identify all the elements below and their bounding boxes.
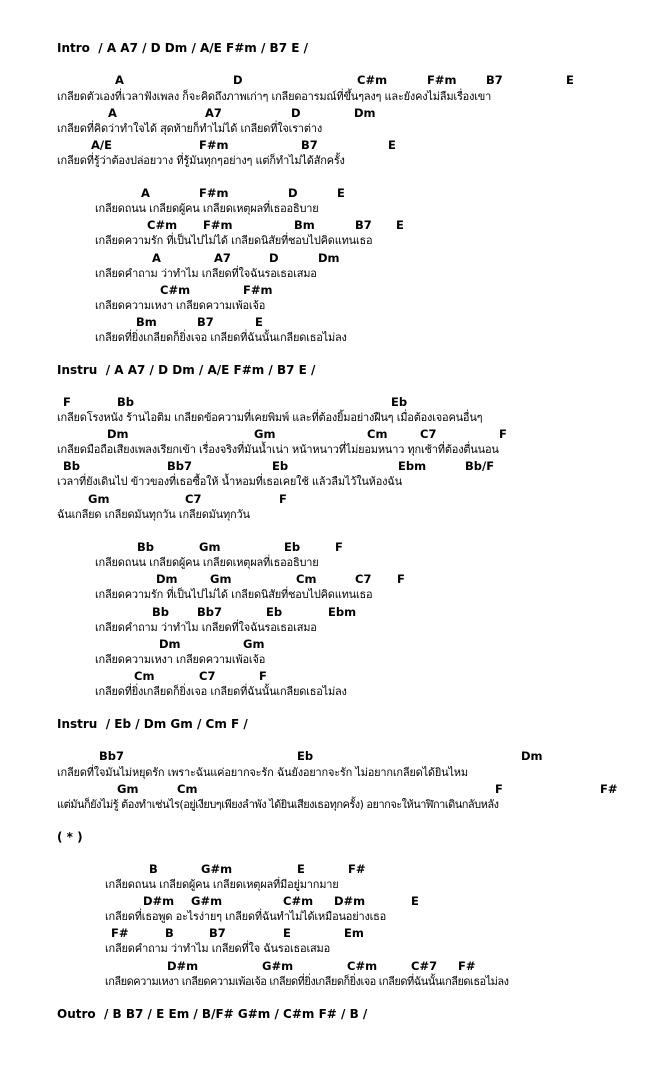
chord: B7	[209, 926, 226, 940]
chord: Gm	[243, 637, 265, 651]
chord-line	[0, 782, 666, 796]
chord: Bb	[152, 605, 169, 619]
chord-line	[0, 572, 666, 586]
chord: Gm	[199, 540, 221, 554]
chord: F#	[600, 782, 618, 796]
chord: B7	[355, 218, 372, 232]
chord: Dm	[521, 749, 543, 763]
chord-line	[0, 540, 666, 554]
chord: Cm	[134, 669, 155, 683]
chord-line	[0, 605, 666, 619]
lyric-line: เกลียดที่ยิ่งเกลียดก็ยิ่งเจอ เกลียดที่ฉันนั้นเกลียดเธอไม่ลง	[95, 685, 347, 698]
chord: Gm	[88, 492, 110, 506]
chord: Dm	[318, 251, 340, 265]
chord: F#m	[427, 73, 457, 87]
lyric-line: ฉันเกลียด เกลียดมันทุกวัน เกลียดมันทุกวัน	[57, 508, 250, 521]
chorus-repeat-mark: ( * )	[57, 830, 83, 844]
chord: D	[269, 251, 279, 265]
chord: D	[288, 186, 298, 200]
chord: Gm	[254, 427, 276, 441]
chord: Dm	[107, 427, 129, 441]
chord: B7	[301, 138, 318, 152]
chord-line	[0, 186, 666, 200]
chord: E	[396, 218, 404, 232]
chord: F	[259, 669, 267, 683]
chord: Bm	[294, 218, 315, 232]
chord-line	[0, 637, 666, 651]
chord: F#	[458, 959, 476, 973]
chord: E	[255, 315, 263, 329]
chord: F#	[111, 926, 129, 940]
lyric-line: เกลียดคำถาม ว่าทำไม เกลียดที่ใจฉันรอเธอเสมอ	[95, 621, 317, 634]
lyric-line: เกลียดความเหงา เกลียดความเพ้อเจ้อ	[95, 653, 266, 666]
chord: F#m	[199, 186, 229, 200]
chord: G#m	[201, 862, 233, 876]
chord: Eb	[272, 459, 289, 473]
chord: Bb/F	[465, 459, 495, 473]
lyric-line: เกลียดคำถาม ว่าทำไม เกลียดที่ใจฉันรอเธอเสมอ	[95, 267, 317, 280]
lyric-line: เกลียดความเหงา เกลียดความเพ้อเจ้อ	[95, 299, 266, 312]
chord: A	[108, 106, 117, 120]
chord: C#m	[357, 73, 388, 87]
lyric-line: เกลียดที่ใจมันไม่หยุดรัก เพราะฉันแค่อยากจะรัก ฉันยังอยากจะรัก ไม่อยากเกลียดได้ยินไหม	[57, 766, 468, 779]
chord: G#m	[262, 959, 294, 973]
chord: C#m	[283, 894, 314, 908]
chord: Dm	[159, 637, 181, 651]
chord: B7	[486, 73, 503, 87]
chord: D#m	[167, 959, 199, 973]
chord-line	[0, 492, 666, 506]
intro-line: Intro / A A7 / D Dm / A/E F#m / B7 E /	[57, 41, 308, 55]
chord: A	[152, 251, 161, 265]
chord: E	[337, 186, 345, 200]
chord: A7	[214, 251, 231, 265]
chord: C#m	[347, 959, 378, 973]
chord: Dm	[156, 572, 178, 586]
chord: C7	[185, 492, 202, 506]
lyric-line: เกลียดโรงหนัง ร้านไอติม เกลียดข้อความที่เคยพิมพ์ และที่ต้องยิ้มอย่างฝืนๆ เมื่อต้องเจอคนอื่นๆ	[57, 411, 483, 424]
chord: Bb	[137, 540, 154, 554]
chord: D#m	[143, 894, 175, 908]
chord-line	[0, 138, 666, 152]
chord: Cm	[177, 782, 198, 796]
chord: Ebm	[328, 605, 357, 619]
lyric-line: เกลียดที่คิดว่าทำใจได้ สุดท้ายก็ทำไม่ได้ เกลียดที่ใจเราต่าง	[57, 122, 322, 135]
chord: D	[233, 73, 243, 87]
chord: Bm	[136, 315, 157, 329]
lyric-line: เกลียดความรัก ที่เป็นไปไม่ได้ เกลียดนิสัยที่ชอบไปคิดแทนเธอ	[95, 234, 373, 247]
chord: Cm	[367, 427, 388, 441]
chord: F#m	[199, 138, 229, 152]
chord-line	[0, 862, 666, 876]
chord: Bb7	[197, 605, 222, 619]
chord-line	[0, 106, 666, 120]
chord: B	[165, 926, 174, 940]
chord: Dm	[354, 106, 376, 120]
lyric-line: เกลียดความรัก ที่เป็นไปไม่ได้ เกลียดนิสัยที่ชอบไปคิดแทนเธอ	[95, 588, 373, 601]
chord: E	[566, 73, 574, 87]
chord: C7	[199, 669, 216, 683]
chord: Ebm	[398, 459, 427, 473]
chord: F	[499, 427, 507, 441]
chord: A	[141, 186, 150, 200]
lyric-line: เกลียดที่ยิ่งเกลียดก็ยิ่งเจอ เกลียดที่ฉันนั้นเกลียดเธอไม่ลง	[95, 331, 347, 344]
chord: A7	[205, 106, 222, 120]
chord: C#7	[411, 959, 438, 973]
chord: F	[495, 782, 503, 796]
chord: Gm	[117, 782, 139, 796]
chord: F	[397, 572, 405, 586]
lyric-line: เกลียดที่เธอพูด อะไรง่ายๆ เกลียดที่ฉันทำไม่ได้เหมือนอย่างเธอ	[105, 910, 387, 923]
chord: G#m	[191, 894, 223, 908]
chord: Eb	[284, 540, 301, 554]
chord: Bb7	[167, 459, 192, 473]
lyric-line: แต่มันก็ยังไม่รู้ ต้องทำเช่นไร(อยู่เงียบๆเพียงลำพัง ได้ยินเสียงเธอทุกครั้ง) อยากจะให้นาฬิกาเดินกลับหลัง	[57, 798, 499, 811]
chord-line	[0, 283, 666, 297]
lyric-line: เกลียดความเหงา เกลียดความเพ้อเจ้อ เกลียดที่ยิ่งเกลียดก็ยิ่งเจอ เกลียดที่ฉันนั้นเกลียดเธอไม่ลง	[105, 975, 509, 988]
chord-line	[0, 926, 666, 940]
chord: F	[335, 540, 343, 554]
lyric-line: เกลียดถนน เกลียดผู้คน เกลียดเหตุผลที่เธออธิบาย	[95, 556, 319, 569]
chord-line	[0, 749, 666, 763]
chord: E	[388, 138, 396, 152]
chord: Bb	[117, 395, 134, 409]
chord: Cm	[296, 572, 317, 586]
chord: Bb	[63, 459, 80, 473]
chord: F#m	[243, 283, 273, 297]
chord-line	[0, 251, 666, 265]
chord: C#m	[160, 283, 191, 297]
lyric-line: เกลียดมือถือเสียงเพลงเรียกเข้า เรื่องจริงที่มันน้ำเน่า หน้าหนาวที่ไม่ยอมหนาว ทุกเช้าที่ต้องตื่นนอน	[57, 443, 499, 456]
chord: Eb	[266, 605, 283, 619]
chord: C#m	[147, 218, 178, 232]
instru-line: Instru / Eb / Dm Gm / Cm F /	[57, 717, 248, 731]
chord-line	[0, 459, 666, 473]
chord: C7	[355, 572, 372, 586]
instru-line: Instru / A A7 / D Dm / A/E F#m / B7 E /	[57, 363, 316, 377]
chord: Gm	[210, 572, 232, 586]
lyric-line: เวลาที่ยังเดินไป ข้าวของที่เธอซื้อให้ น้ำหอมที่เธอเคยใช้ แล้วลืมไว้ในห้องฉัน	[57, 475, 402, 488]
chord-line	[0, 218, 666, 232]
chord: F	[279, 492, 287, 506]
chord: D#m	[334, 894, 366, 908]
chord-line	[0, 73, 666, 87]
chord: Eb	[297, 749, 314, 763]
chord: B7	[197, 315, 214, 329]
lyric-line: เกลียดตัวเองที่เวลาฟังเพลง ก็จะคิดถึงภาพเก่าๆ เกลียดอารมณ์ที่ขึ้นๆลงๆ และยังคงไม่ลืมเรื่องเขา	[57, 90, 492, 103]
chord: B	[149, 862, 158, 876]
chord: D	[291, 106, 301, 120]
chord: E	[283, 926, 291, 940]
chord: Eb	[391, 395, 408, 409]
chord: C7	[420, 427, 437, 441]
chord-line	[0, 959, 666, 973]
chord-line	[0, 315, 666, 329]
chord: F	[63, 395, 71, 409]
lyric-line: เกลียดถนน เกลียดผู้คน เกลียดเหตุผลที่เธออธิบาย	[95, 202, 319, 215]
chord-line	[0, 427, 666, 441]
lyric-line: เกลียดที่รู้ว่าต้องปล่อยวาง ที่รู้มันทุกๆอย่างๆ แต่ก็ทำไม่ได้สักครั้ง	[57, 154, 345, 167]
chord-line	[0, 894, 666, 908]
outro-line: Outro / B B7 / E Em / B/F# G#m / C#m F# / B /	[57, 1007, 368, 1021]
chord: Em	[344, 926, 364, 940]
lyric-line: เกลียดคำถาม ว่าทำไม เกลียดที่ใจ ฉันรอเธอเสมอ	[105, 942, 330, 955]
chord: E	[411, 894, 419, 908]
chord: A/E	[91, 138, 112, 152]
chord: E	[297, 862, 305, 876]
chord-line	[0, 395, 666, 409]
lyric-line: เกลียดถนน เกลียดผู้คน เกลียดเหตุผลที่มีอยู่มากมาย	[105, 878, 339, 891]
chord: F#m	[203, 218, 233, 232]
chord: Bb7	[99, 749, 124, 763]
chord: F#	[348, 862, 366, 876]
chord: A	[115, 73, 124, 87]
chord-line	[0, 669, 666, 683]
